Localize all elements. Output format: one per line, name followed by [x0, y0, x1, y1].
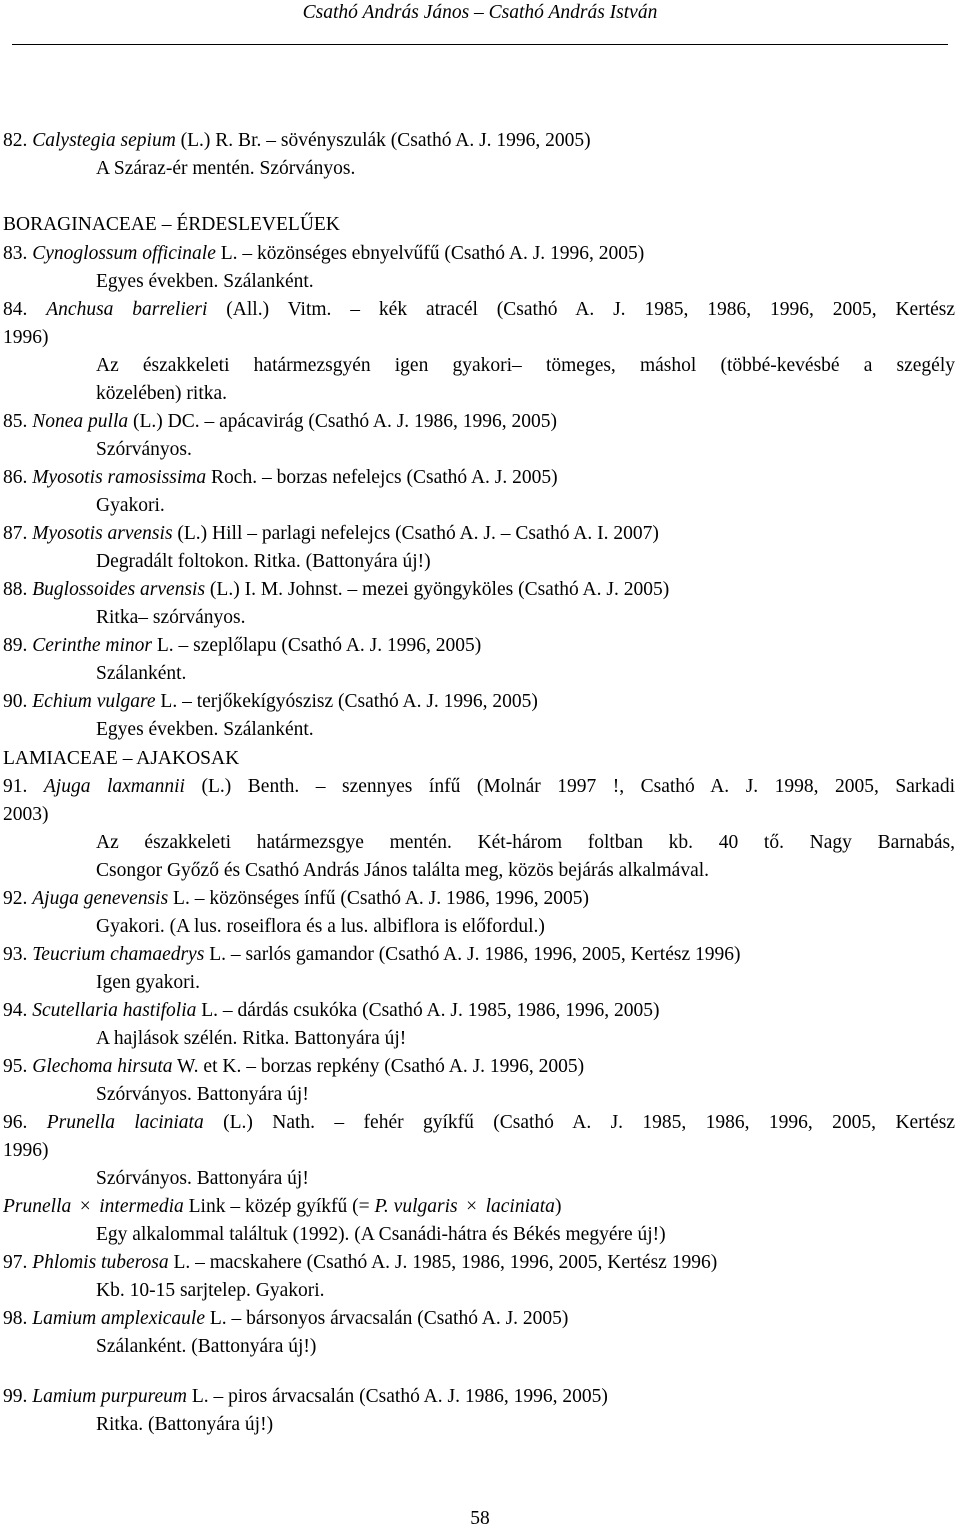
entry-text: L. – bársonyos árvacsalán (Csathó A. J. 2005) [205, 1308, 569, 1329]
species-name: Glechoma hirsuta [32, 1056, 173, 1077]
hybrid-cross-icon: × [466, 1196, 478, 1217]
entry-83 [3, 241, 960, 267]
species-name: Nonea pulla [32, 411, 129, 432]
entry-89-note: Szálanként. [96, 663, 187, 684]
entry-number: 88. [3, 579, 28, 600]
species-name: Teucrium chamaedrys [32, 944, 205, 965]
parent-species: laciniata [485, 1196, 555, 1217]
entry-text: (L.) R. Br. – sövényszulák (Csathó A. J. 1996, 2005) [175, 130, 591, 151]
species-name: Scutellaria hastifolia [32, 1000, 197, 1021]
entry-84-continuation: 1996) [3, 327, 49, 348]
entry-97 [3, 1250, 960, 1276]
species-name: Ajuga laxmannii [43, 776, 185, 797]
entry-95-note: Szórványos. Battonyára új! [96, 1084, 309, 1105]
entry-text: L. – közönséges ínfű (Csathó A. J. 1986, 1996, 2005) [168, 888, 590, 909]
entry-text: L. – piros árvacsalán (Csathó A. J. 1986, 1996, 2005) [187, 1386, 608, 1407]
species-name: Calystegia sepium [32, 130, 176, 151]
entry-88-note: Ritka– szórványos. [96, 607, 246, 628]
entry-96 [3, 1110, 955, 1136]
entry-text: W. et K. – borzas repkény (Csathó A. J. 1996, 2005) [172, 1056, 585, 1077]
entry-95 [3, 1054, 960, 1080]
entry-text: (L.) Benth. – szennyes ínfű (Molnár 1997 !, Csathó A. J. 1998, 2005, Sarkadi [184, 776, 955, 797]
species-name: Buglossoides arvensis [32, 579, 206, 600]
entry-90-note: Egyes években. Szálanként. [96, 719, 314, 740]
entry-90 [3, 689, 960, 715]
entry-87 [3, 521, 960, 547]
entry-text: L. – sarlós gamandor (Csathó A. J. 1986, 1996, 2005, Kertész 1996) [204, 944, 741, 965]
entry-text: L. – dárdás csukóka (Csathó A. J. 1985, 1986, 1996, 2005) [196, 1000, 660, 1021]
entry-94 [3, 998, 960, 1024]
entry-84 [3, 297, 955, 323]
species-name: Phlomis tuberosa [32, 1252, 169, 1273]
species-name: Prunella laciniata [46, 1112, 204, 1133]
entry-text: (L.) DC. – apácavirág (Csathó A. J. 1986, 1996, 2005) [128, 411, 558, 432]
entry-82 [3, 128, 960, 154]
entry-number: 91. [3, 776, 28, 797]
species-name: Cerinthe minor [32, 635, 152, 656]
entry-text: L. – közönséges ebnyelvűfű (Csathó A. J. 1996, 2005) [215, 243, 645, 264]
entry-number: 99. [3, 1386, 28, 1407]
entry-88 [3, 577, 960, 603]
entry-number: 92. [3, 888, 28, 909]
entry-text: L. – terjőkekígyószisz (Csathó A. J. 1996, 2005) [155, 691, 538, 712]
species-name: Echium vulgare [32, 691, 156, 712]
hybrid-cross-icon: × [79, 1196, 91, 1217]
entry-91-note-2: Csongor Győző és Csathó András János találta meg, közös bejárás alkalmával. [96, 860, 710, 881]
entry-96-note: Szórványos. Battonyára új! [96, 1168, 309, 1189]
family-heading-boraginaceae: BORAGINACEAE – ÉRDESLEVELŰEK [3, 214, 340, 235]
entry-85-note: Szórványos. [96, 439, 192, 460]
entry-number: 83. [3, 243, 28, 264]
entry-number: 97. [3, 1252, 28, 1273]
entry-99-note: Ritka. (Battonyára új!) [96, 1414, 274, 1435]
entry-93-note: Igen gyakori. [96, 972, 200, 993]
species-name: intermedia [99, 1196, 184, 1217]
entry-number: 82. [3, 130, 28, 151]
entry-number: 96. [3, 1112, 28, 1133]
family-heading-lamiaceae: LAMIACEAE – AJAKOSAK [3, 748, 240, 769]
entry-94-note: A hajlások szélén. Ritka. Battonyára új! [96, 1028, 407, 1049]
entry-91 [3, 774, 955, 800]
entry-87-note: Degradált foltokon. Ritka. (Battonyára új!) [96, 551, 431, 572]
entry-98-note: Szálanként. (Battonyára új!) [96, 1336, 317, 1357]
entry-86 [3, 465, 960, 491]
entry-92-note: Gyakori. (A lus. roseiflora és a lus. albiflora is előfordul.) [96, 916, 545, 937]
entry-92 [3, 886, 960, 912]
entry-98 [3, 1306, 960, 1332]
entry-number: 95. [3, 1056, 28, 1077]
entry-text: Roch. – borzas nefelejcs (Csathó A. J. 2005) [206, 467, 558, 488]
entry-83-note: Egyes években. Szálanként. [96, 271, 314, 292]
entry-number: 93. [3, 944, 28, 965]
entry-text: (All.) Vitm. – kék atracél (Csathó A. J. 1985, 1986, 1996, 2005, Kertész [207, 299, 956, 320]
entry-number: 86. [3, 467, 28, 488]
entry-number: 89. [3, 635, 28, 656]
page-number: 58 [470, 1508, 490, 1529]
header-rule [12, 44, 948, 45]
entry-text: ) [554, 1196, 562, 1217]
entry-text: L. – szeplőlapu (Csathó A. J. 1996, 2005) [151, 635, 482, 656]
species-name: Lamium amplexicaule [32, 1308, 206, 1329]
species-name: Ajuga genevensis [32, 888, 169, 909]
entry-91-continuation: 2003) [3, 804, 49, 825]
entry-93 [3, 942, 960, 968]
species-name: Lamium purpureum [32, 1386, 187, 1407]
entry-96-continuation: 1996) [3, 1140, 49, 1161]
parent-species: P. vulgaris [374, 1196, 458, 1217]
entry-number: 98. [3, 1308, 28, 1329]
entry-text: (L.) I. M. Johnst. – mezei gyöngyköles (Csathó A. J. 2005) [205, 579, 670, 600]
entry-text: L. – macskahere (Csathó A. J. 1985, 1986, 1996, 2005, Kertész 1996) [168, 1252, 718, 1273]
species-name: Myosotis arvensis [32, 523, 173, 544]
entry-number: 84. [3, 299, 28, 320]
entry-number: 94. [3, 1000, 28, 1021]
entry-91-note-1: Az északkeleti határmezsgye mentén. Két-három foltban kb. 40 tő. Nagy Barnabás, [96, 832, 955, 853]
entry-number: 90. [3, 691, 28, 712]
entry-hybrid [3, 1194, 960, 1220]
entry-82-note: A Száraz-ér mentén. Szórványos. [96, 158, 356, 179]
entry-hybrid-note: Egy alkalommal találtuk (1992). (A Csanádi-hátra és Békés megyére új!) [96, 1224, 666, 1245]
species-name: Myosotis ramosissima [32, 467, 207, 488]
entry-84-note-2: közelében) ritka. [96, 383, 228, 404]
genus-name: Prunella [3, 1196, 72, 1217]
entry-86-note: Gyakori. [96, 495, 165, 516]
running-header: Csathó András János – Csathó András István [302, 2, 658, 23]
entry-85 [3, 409, 960, 435]
entry-text: (L.) Nath. – fehér gyíkfű (Csathó A. J. 1985, 1986, 1996, 2005, Kertész [203, 1112, 955, 1133]
entry-99 [3, 1384, 960, 1410]
entry-text: Link – közép gyíkfű (= [183, 1196, 375, 1217]
entry-97-note: Kb. 10-15 sarjtelep. Gyakori. [96, 1280, 325, 1301]
entry-89 [3, 633, 960, 659]
entry-text: (L.) Hill – parlagi nefelejcs (Csathó A. J. – Csathó A. I. 2007) [172, 523, 659, 544]
entry-number: 87. [3, 523, 28, 544]
entry-84-note-1: Az északkeleti határmezsgyén igen gyakori– tömeges, máshol (többé-kevésbé a szegély [96, 355, 955, 376]
entry-number: 85. [3, 411, 28, 432]
species-name: Cynoglossum officinale [32, 243, 216, 264]
species-name: Anchusa barrelieri [46, 299, 208, 320]
